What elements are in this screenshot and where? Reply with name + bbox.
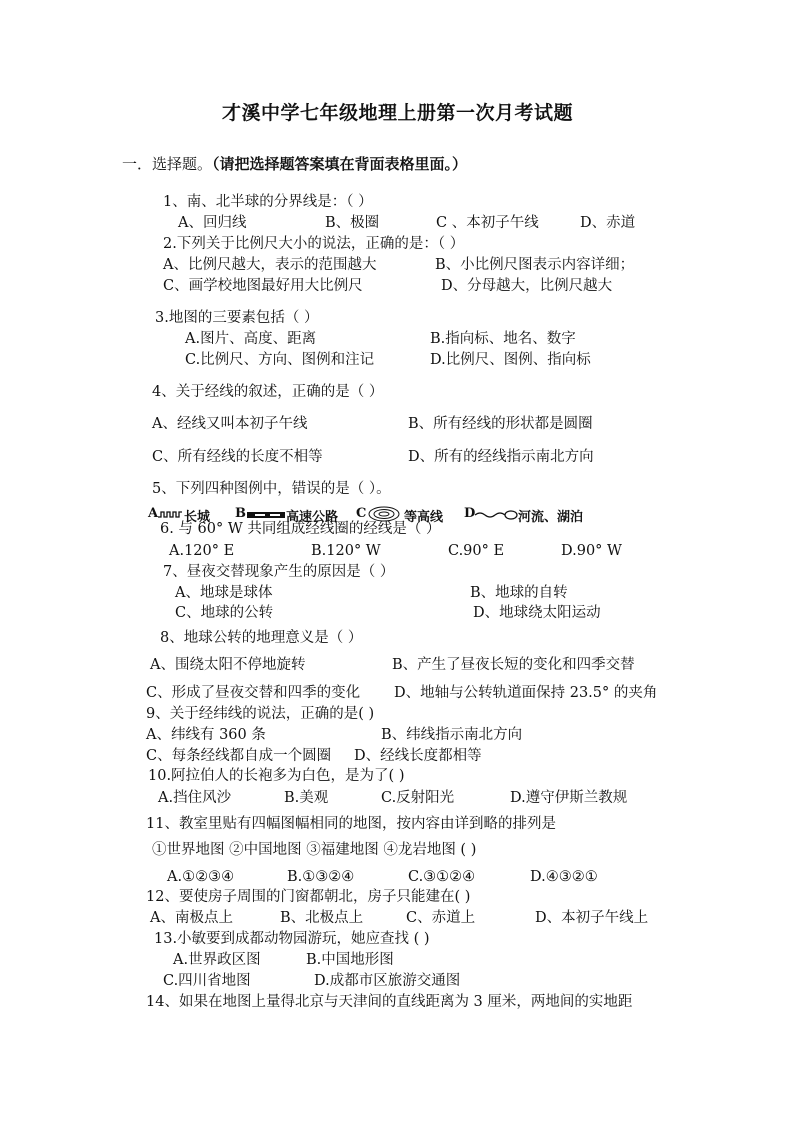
question-6: 6. 与 60° W 共同组成经线圈的经线是（ ） <box>160 521 441 537</box>
q12-option-b: B、北极点上 <box>280 910 364 926</box>
q6-option-b: B.120° W <box>311 543 381 559</box>
q9-option-a: A、纬线有 360 条 <box>146 727 266 743</box>
q5-option-b: B <box>235 506 246 521</box>
q6-option-d: D.90° W <box>561 543 622 559</box>
q1-option-b: B、极圈 <box>325 215 380 231</box>
q2-option-b: B、小比例尺图表示内容详细； <box>435 257 635 273</box>
question-10: 10.阿拉伯人的长袍多为白色，是为了( ) <box>148 768 405 784</box>
q3-option-d: D.比例尺、图例、指向标 <box>430 352 591 368</box>
question-8: 8、地球公转的地理意义是（ ） <box>160 630 363 646</box>
q8-option-b: B、产生了昼夜长短的变化和四季交替 <box>392 657 635 673</box>
q4-option-d: D、所有的经线指示南北方向 <box>408 449 594 465</box>
q13-option-d: D.成都市区旅游交通图 <box>314 973 461 989</box>
section-label: 选择题。 <box>152 155 213 173</box>
question-13: 13.小敏要到成都动物园游玩，她应查找 ( ) <box>154 931 430 947</box>
q13-option-b: B.中国地形图 <box>306 952 394 968</box>
q11-option-c: C.③①②④ <box>408 869 476 885</box>
q7-option-d: D、地球绕太阳运动 <box>473 605 601 621</box>
question-14: 14、如果在地图上量得北京与天津间的直线距离为 3 厘米，两地间的实地距 <box>146 994 633 1010</box>
q10-option-a: A.挡住风沙 <box>158 790 232 806</box>
q1-option-c: C 、本初子午线 <box>436 215 539 231</box>
page-title: 才溪中学七年级地理上册第一次月考试题 <box>222 102 574 124</box>
q12-option-d: D、本初子午线上 <box>535 910 649 926</box>
q2-option-c: C、画学校地图最好用大比例尺 <box>163 278 363 294</box>
q11-items: ①世界地图 ②中国地图 ③福建地图 ④龙岩地图 ( ) <box>152 842 477 858</box>
q10-option-c: C.反射阳光 <box>381 790 455 806</box>
q7-option-b: B、地球的自转 <box>470 585 568 601</box>
q3-option-b: B.指向标、地名、数字 <box>430 331 576 347</box>
q12-option-c: C、赤道上 <box>406 910 476 926</box>
question-1: 1、南、北半球的分界线是：（ ） <box>163 194 373 210</box>
q8-option-c: C、形成了昼夜交替和四季的变化 <box>146 685 361 701</box>
q6-option-c: C.90° E <box>448 543 505 559</box>
q12-option-a: A、南极点上 <box>150 910 233 926</box>
question-12: 12、要使房子周围的门窗都朝北，房子只能建在( ) <box>146 889 471 905</box>
question-7: 7、昼夜交替现象产生的原因是（ ） <box>163 564 395 580</box>
river-lake-symbol-icon <box>474 508 518 522</box>
q9-option-c: C、每条经线都自成一个圆圈 <box>146 748 332 764</box>
q5-option-d: D <box>464 506 476 521</box>
q10-option-d: D.遵守伊斯兰教规 <box>510 790 628 806</box>
question-4: 4、关于经线的叙述，正确的是（ ） <box>152 384 384 400</box>
q2-option-d: D、分母越大，比例尺越大 <box>441 278 613 294</box>
q5-option-c: C <box>356 506 367 521</box>
section-number: 一． <box>122 155 153 173</box>
q1-option-a: A、回归线 <box>178 215 247 231</box>
question-5: 5、下列四种图例中，错误的是（ ）。 <box>152 481 391 497</box>
section-note: （请把选择题答案填在背面表格里面。） <box>212 155 468 173</box>
q5-option-a: A <box>148 506 159 521</box>
q11-option-a: A.①②③④ <box>167 869 235 885</box>
question-2: 2.下列关于比例尺大小的说法，正确的是：（ ） <box>163 236 465 252</box>
q8-option-d: D、地轴与公转轨道面保持 23.5° 的夹角 <box>394 685 658 701</box>
q4-option-a: A、经线又叫本初子午线 <box>152 416 308 432</box>
q13-option-c: C.四川省地图 <box>163 973 251 989</box>
q2-option-a: A、比例尺越大，表示的范围越大 <box>163 257 377 273</box>
q5-option-d-label: 河流、湖泊 <box>518 510 584 525</box>
q9-option-b: B、纬线指示南北方向 <box>381 727 523 743</box>
section-heading <box>122 155 467 173</box>
q11-option-b: B.①③②④ <box>287 869 355 885</box>
q5-option-c-label: 等高线 <box>404 510 444 525</box>
q13-option-a: A.世界政区图 <box>173 952 261 968</box>
question-9: 9、关于经纬线的说法，正确的是( ) <box>146 706 375 722</box>
q1-option-d: D、赤道 <box>580 215 636 231</box>
q3-option-a: A.图片、高度、距离 <box>185 331 317 347</box>
q6-option-a: A.120° E <box>169 543 235 559</box>
q5-option-a-label: 长城 <box>184 510 211 525</box>
q4-option-b: B、所有经线的形状都是圆圈 <box>408 416 593 432</box>
question-3: 3.地图的三要素包括（ ） <box>155 310 319 326</box>
q4-option-c: C、所有经线的长度不相等 <box>152 449 323 465</box>
q10-option-b: B.美观 <box>284 790 329 806</box>
question-11: 11、教室里贴有四幅图幅相同的地图，按内容由详到略的排列是 <box>146 816 556 832</box>
q7-option-c: C、地球的公转 <box>175 605 274 621</box>
q3-option-c: C.比例尺、方向、图例和注记 <box>185 352 375 368</box>
q11-option-d: D.④③②① <box>530 869 598 885</box>
q7-option-a: A、地球是球体 <box>175 585 273 601</box>
q9-option-d: D、经线长度都相等 <box>354 748 482 764</box>
q5-option-b-label: 高速公路 <box>286 510 339 525</box>
q8-option-a: A、围绕太阳不停地旋转 <box>150 657 306 673</box>
